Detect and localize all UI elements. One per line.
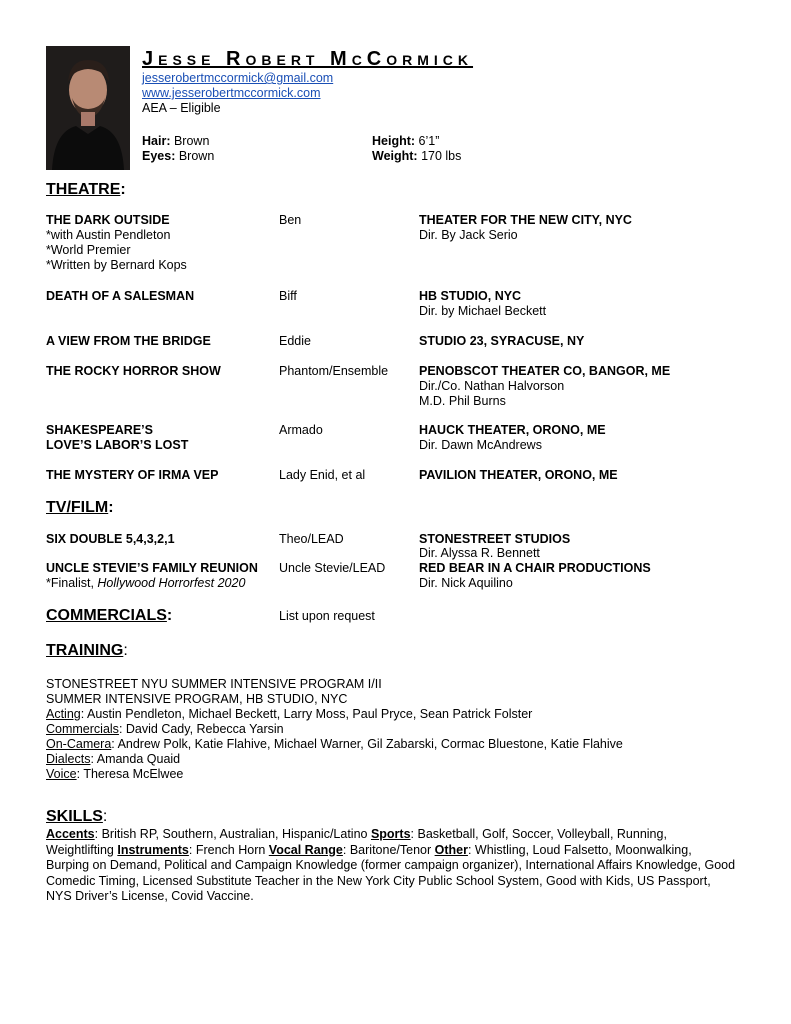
training-row: Dialects: Amanda Quaid [46, 752, 181, 766]
section-theatre-heading: THEATRE: [46, 181, 126, 198]
section-commercials-heading: COMMERCIALS: [46, 607, 173, 624]
union-status: AEA – Eligible [142, 101, 221, 115]
headshot-photo [46, 46, 130, 170]
credit-role: Theo/LEAD [279, 532, 344, 546]
credit-title: SIX DOUBLE 5,4,3,2,1 [46, 532, 175, 546]
headshot-illustration [46, 46, 130, 170]
credit-title: A VIEW FROM THE BRIDGE [46, 334, 211, 348]
credit-venue: HAUCK THEATER, ORONO, ME Dir. Dawn McAndrews [419, 423, 606, 452]
credit-role: Lady Enid, et al [279, 468, 366, 482]
training-row: On-Camera: Andrew Polk, Katie Flahive, Michael Warner, Gil Zabarski, Cormac Bluestone, Katie Flahive [46, 737, 623, 751]
credit-role: Armado [279, 423, 323, 437]
training-row: Commercials: David Cady, Rebecca Yarsin [46, 722, 284, 736]
credit-role: Biff [279, 289, 297, 303]
credit-role: Eddie [279, 334, 311, 348]
credit-title: THE DARK OUTSIDE *with Austin Pendleton *World Premier *Written by Bernard Kops [46, 213, 187, 272]
section-skills-heading: SKILLS: [46, 808, 108, 825]
credit-venue: HB STUDIO, NYC Dir. by Michael Beckett [419, 289, 547, 318]
credit-title: DEATH OF A SALESMAN [46, 289, 195, 303]
credit-venue: RED BEAR IN A CHAIR PRODUCTIONS Dir. Nick Aquilino [419, 561, 651, 590]
training-row: Voice: Theresa McElwee [46, 767, 184, 781]
training-program: SUMMER INTENSIVE PROGRAM, HB STUDIO, NYC [46, 692, 348, 706]
hair-stat: Hair: Brown [142, 134, 210, 148]
training-row: Acting: Austin Pendleton, Michael Beckett, Larry Moss, Paul Pryce, Sean Patrick Folster [46, 707, 533, 721]
credit-role: Ben [279, 213, 302, 227]
section-training-heading: TRAINING: [46, 642, 128, 659]
credit-venue: PENOBSCOT THEATER CO, BANGOR, ME Dir./Co. Nathan Halvorson M.D. Phil Burns [419, 364, 671, 408]
section-tvfilm-heading: TV/FILM: [46, 499, 114, 516]
credit-title: THE MYSTERY OF IRMA VEP [46, 468, 219, 482]
credit-title: UNCLE STEVIE’S FAMILY REUNION *Finalist, Hollywood Horrorfest 2020 [46, 561, 258, 590]
credit-title: THE ROCKY HORROR SHOW [46, 364, 221, 378]
commercials-value: List upon request [279, 609, 375, 623]
weight-stat: Weight: 170 lbs [372, 149, 462, 163]
training-list [46, 677, 746, 782]
credit-venue: THEATER FOR THE NEW CITY, NYC Dir. By Jack Serio [419, 213, 632, 242]
email-link[interactable]: jesserobertmccormick@gmail.com [142, 71, 334, 85]
website-link[interactable]: www.jesserobertmccormick.com [142, 86, 321, 100]
eyes-stat: Eyes: Brown [142, 149, 215, 163]
credit-venue: STONESTREET STUDIOS Dir. Alyssa R. Bennett [419, 532, 571, 560]
training-program: STONESTREET NYU SUMMER INTENSIVE PROGRAM I/II [46, 677, 382, 691]
height-stat: Height: 6’1” [372, 134, 440, 148]
credit-role: Uncle Stevie/LEAD [279, 561, 386, 575]
credit-venue: STUDIO 23, SYRACUSE, NY [419, 334, 585, 348]
credit-venue: PAVILION THEATER, ORONO, ME [419, 468, 618, 482]
credit-title: SHAKESPEARE’S LOVE’S LABOR’S LOST [46, 423, 189, 452]
actor-name: Jesse Robert McCormick [142, 48, 474, 70]
skills-paragraph: Accents: British RP, Southern, Australian, Hispanic/Latino Sports: Basketball, Golf, Soccer, Volleyball, Running, Weightlifting Instruments: French Horn Vocal Range: Baritone/Tenor Other: Whistling, Loud Falsetto, Moonwalking, Burping on Demand, Political and Campaign Knowledge (former campaign organizer), International Affairs Knowledge, Good Comedic Timing, Licensed Substitute Teacher in the New York City Public School System, Good with Kids, US Passport, NYS Driver’s License, Covid Vaccine. [46, 827, 736, 903]
credit-role: Phantom/Ensemble [279, 364, 389, 378]
